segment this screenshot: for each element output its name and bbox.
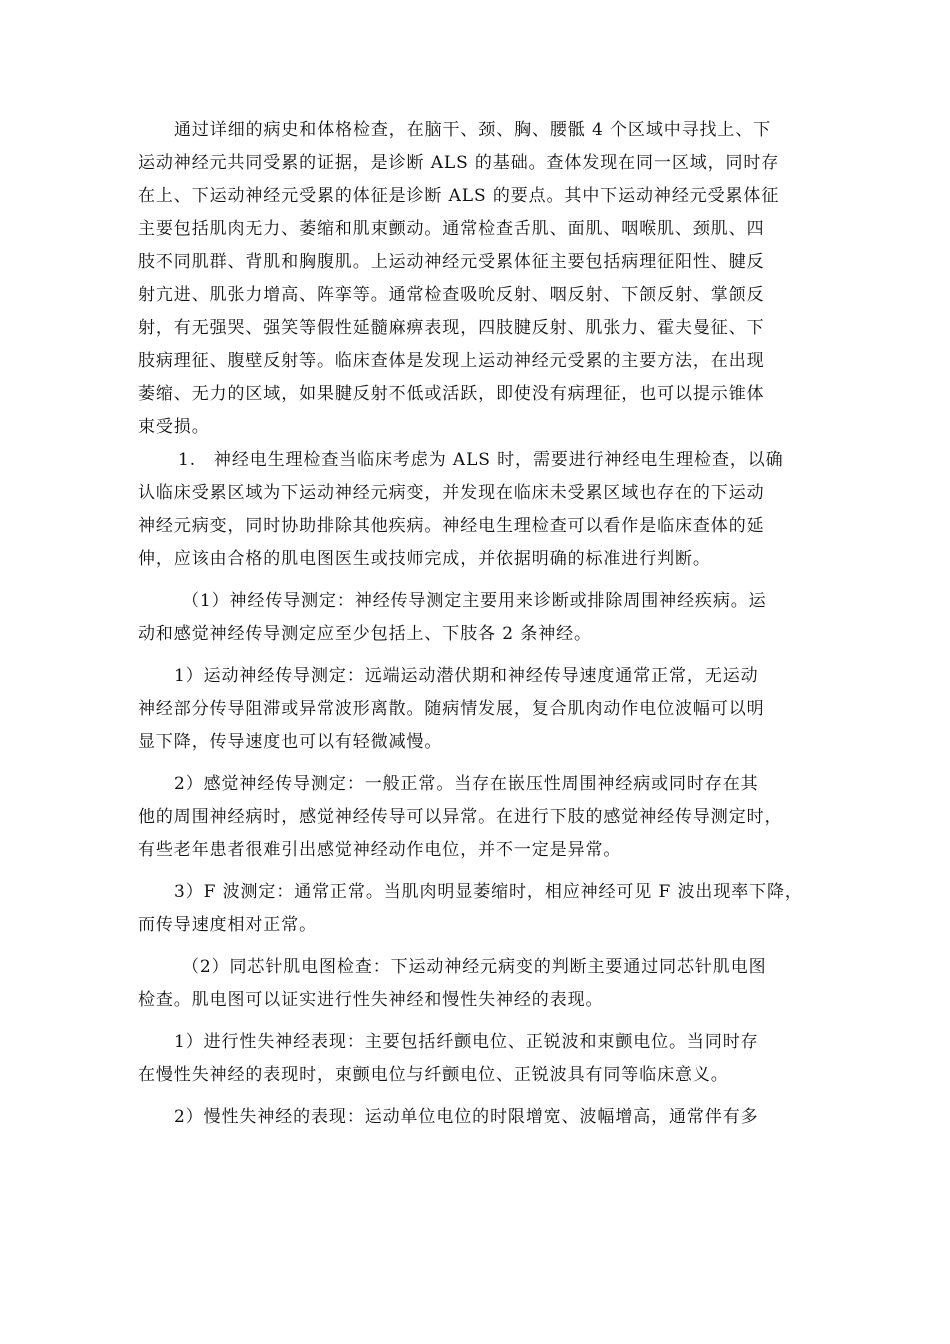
text-line: 神经元病变，同时协助排除其他疾病。神经电生理检查可以看作是临床查体的延 bbox=[138, 516, 765, 536]
paragraph-needle-emg bbox=[138, 951, 814, 1017]
text-line: 1）进行性失神经表现：主要包括纤颤电位、正锐波和束颤电位。当同时存 bbox=[174, 1032, 759, 1052]
text-line: 束受损。 bbox=[138, 417, 210, 437]
text-line: （2）同芯针肌电图检查：下运动神经元病变的判断主要通过同芯针肌电图 bbox=[182, 957, 767, 977]
text-line: 伸，应该由合格的肌电图医生或技师完成，并依据明确的标准进行判断。 bbox=[138, 549, 711, 569]
text-line: 运动神经元共同受累的证据，是诊断 ALS 的基础。查体发现在同一区域，同时存 bbox=[138, 153, 780, 173]
text-line: 神经部分传导阻滞或异常波形离散。随病情发展，复合肌肉动作电位波幅可以明 bbox=[138, 699, 765, 719]
text-line: 认临床受累区域为下运动神经元病变，并发现在临床未受累区域也存在的下运动 bbox=[138, 483, 765, 503]
text-line: 他的周围神经病时，感觉神经传导可以异常。在进行下肢的感觉神经传导测定时， bbox=[138, 807, 783, 827]
text-line: 射亢进、肌张力增高、阵挛等。通常检查吸吮反射、咽反射、下颌反射、掌颌反 bbox=[138, 285, 765, 305]
text-line: （1）神经传导测定：神经传导测定主要用来诊断或排除周围神经疾病。运 bbox=[182, 591, 767, 611]
text-line: 肢病理征、腹壁反射等。临床查体是发现上运动神经元受累的主要方法，在出现 bbox=[138, 351, 765, 371]
paragraph-motor-conduction bbox=[138, 660, 814, 759]
text-line: 而传导速度相对正常。 bbox=[138, 915, 317, 935]
text-line: 萎缩、无力的区域，如果腱反射不低或活跃，即使没有病理征，也可以提示锥体 bbox=[138, 384, 765, 404]
text-line: 射，有无强哭、强笑等假性延髓麻痹表现，四肢腱反射、肌张力、霍夫曼征、下 bbox=[138, 318, 765, 338]
text-line: 动和感觉神经传导测定应至少包括上、下肢各 2 条神经。 bbox=[138, 624, 592, 644]
paragraph-f-wave bbox=[138, 876, 814, 942]
text-line: 3）F 波测定：通常正常。当肌肉明显萎缩时，相应神经可见 F 波出现率下降， bbox=[174, 882, 803, 902]
paragraph-chronic-denervation bbox=[138, 1101, 814, 1134]
text-line: 主要包括肌肉无力、萎缩和肌束颤动。通常检查舌肌、面肌、咽喉肌、颈肌、四 bbox=[138, 219, 765, 239]
paragraph-nerve-conduction bbox=[138, 585, 814, 651]
text-line: 1. 神经电生理检查当临床考虑为 ALS 时，需要进行神经电生理检查，以确 bbox=[178, 450, 784, 470]
paragraph-sensory-conduction bbox=[138, 768, 814, 867]
text-line: 检查。肌电图可以证实进行性失神经和慢性失神经的表现。 bbox=[138, 990, 604, 1010]
text-line: 在慢性失神经的表现时，束颤电位与纤颤电位、正锐波具有同等临床意义。 bbox=[138, 1065, 729, 1085]
paragraph-als-diagnosis bbox=[138, 114, 814, 444]
text-line: 2）慢性失神经的表现：运动单位电位的时限增宽、波幅增高，通常伴有多 bbox=[174, 1107, 759, 1127]
text-line: 肢不同肌群、背肌和胸腹肌。上运动神经元受累体征主要包括病理征阳性、腱反 bbox=[138, 252, 765, 272]
text-line: 1）运动神经传导测定：远端运动潜伏期和神经传导速度通常正常，无运动 bbox=[174, 666, 759, 686]
text-line: 显下降，传导速度也可以有轻微减慢。 bbox=[138, 732, 443, 752]
text-line: 通过详细的病史和体格检查，在脑干、颈、胸、腰骶 4 个区域中寻找上、下 bbox=[174, 120, 772, 140]
text-line: 有些老年患者很难引出感觉神经动作电位，并不一定是异常。 bbox=[138, 840, 622, 860]
paragraph-progressive-denervation bbox=[138, 1026, 814, 1092]
paragraph-electrophysiology bbox=[138, 444, 814, 576]
text-line: 在上、下运动神经元受累的体征是诊断 ALS 的要点。其中下运动神经元受累体征 bbox=[138, 186, 780, 206]
text-line: 2）感觉神经传导测定：一般正常。当存在嵌压性周围神经病或同时存在其 bbox=[174, 774, 759, 794]
document-body bbox=[138, 114, 814, 1134]
